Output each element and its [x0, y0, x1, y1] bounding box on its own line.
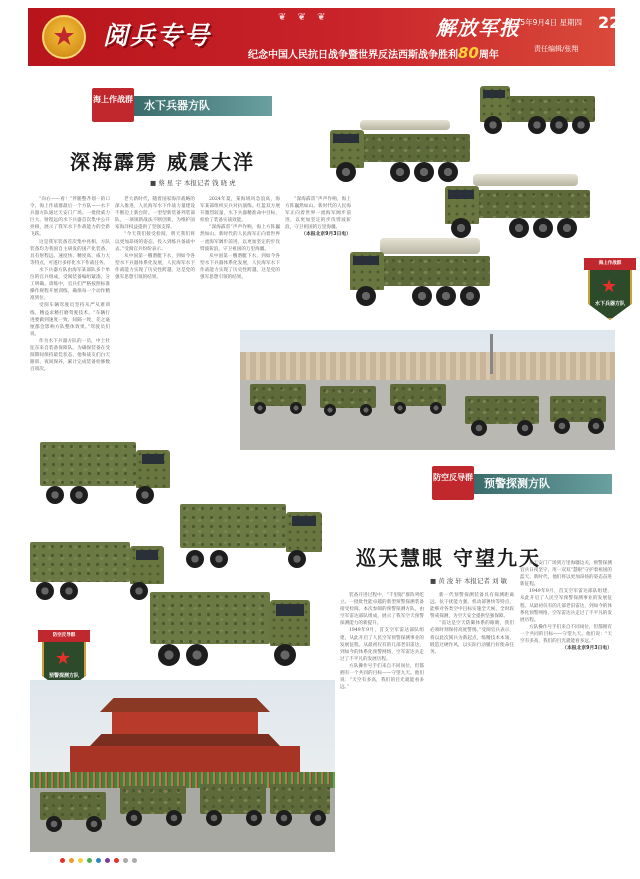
underwater-squad-emblem: 海上作战群 ★ 水下兵器方队	[588, 258, 632, 324]
article-column-5: 装备开进过程中，“千里眼”群阵列屹立。一批批性能卓越的新型预警探测装备接受检阅。本次参阅的预警探测方队，由空军雷达部队组成，展示了我军空天预警探测能力的新提升。 1949年9月，首支空军雷达部队组建，从此开启了人民空军预警探测事业的发展征程。从最初仅有的几部老旧雷达，到如今的体系化预警网络，空军雷达兵走过了不平凡的发展历程。 方队操作号手们来自不同岗位，但都拥有一个共同的目标——守望九天。他们说：“天空有多高，我们的目光就能看多远。”	[340, 593, 424, 691]
page-number: 22	[598, 13, 621, 32]
article-column-6: 新一代预警探测装备具有探测距离远、抗干扰能力强、机动部署快等特点，能够对各类空中目标实施全天候、全时段警戒探测，为空天安全提供坚强保障。 “雷达是空天防御体系的眼睛，我们必须时刻保持高度警惕。”受阅官兵表示，将以此次阅兵为新起点，练精技术本领，锻造过硬作风，以实际行动履行好使命任务。	[430, 593, 514, 655]
source-note-radar: （本报北京9月3日电）	[562, 646, 612, 652]
army-emblem-icon	[42, 15, 86, 59]
parade-square-photo	[240, 330, 615, 450]
column-title: 阅兵专号	[103, 21, 212, 50]
byline-radar: ■ 黄 浚 轩 本报记者 刘 敏	[430, 577, 508, 585]
newspaper-logo: 解放军报	[436, 16, 520, 40]
star-icon: ★	[601, 276, 618, 297]
article-column-1: “向右——看！”伴随整齐划一的口令，海上作战群最后一个方队——水下兵器方队通过天安门广场。一批批威力巨大、射程远的水下兵器首次集中公开亮相，展示了我军水下作战能力的全新飞跃。 这是我军装备首次集中亮相。方队装备均为我国自主研发的国产化装备，具有射程远、速度快、精度高、威力大等特点，可遂行多样化水下作战任务。 水下兵器方队由海军某部队多个单位的官兵组成，受阅装备编组紧凑、分工明确。训练中，官兵们严格按照标准操作规程开展训练，确保每一个动作精准到位。 受阅车辆驾驶员坚持从严从难训练，精益求精打磨驾驶技术。“车辆行进要做到速度一致、间隔一致，差之毫厘都会影响方队整体效果。”驾驶员们说。 作为水下兵器方队的一员，中士杜征东来自装备保障队。为确保装备在受阅期间保持最佳状态，他和战友们白天跟训、夜间保养，累计完成装备检修数百项次。	[30, 197, 110, 373]
vehicle-fourth	[350, 232, 510, 312]
torpedo-vehicles-photo	[330, 72, 618, 322]
section-bar-label: 预警探测方队	[472, 474, 612, 494]
anniversary-prefix: 纪念中国人民抗日战争暨世界反法西斯战争胜利	[248, 50, 458, 61]
star-icon: ★	[55, 648, 72, 669]
footer-dot	[132, 858, 137, 863]
footer-dot	[114, 858, 119, 863]
footer-dot	[123, 858, 128, 863]
section-badge: 防空反导群	[432, 466, 474, 500]
footer-dot	[96, 858, 101, 863]
masthead-banner	[28, 8, 621, 66]
footer-dot	[69, 858, 74, 863]
article-column-4: “深海霹雳”声声作响，海上方阵巍然如山。新时代的人民海军正向着世界一流海军阔步前进，以更加坚定的步伐劈波斩浪，守卫祖国的万里海疆。 （本报北京9月3日电）	[285, 197, 351, 238]
section-bar-label: 水下兵器方队	[132, 96, 272, 116]
headline-radar: 巡天慧眼 守望九天	[356, 546, 541, 570]
source-note: （本报北京9月3日电）	[301, 232, 351, 238]
footer-dot	[60, 858, 65, 863]
anniversary-number: 80	[458, 44, 479, 62]
section-badge: 海上作战群	[92, 88, 134, 122]
footer-dot	[78, 858, 83, 863]
footer-color-dots	[60, 858, 137, 863]
tiananmen-parade-photo	[30, 680, 335, 852]
article-column-3: 2024年夏，某海域风急浪高，海军某部组织实兵对抗演练。红蓝双方展开激烈较量，水下兵器精准命中目标，检验了装备实战效能。 “深海霹雳”声声作响，海上方阵巍然如山。新时代的人民海军正向着世界一流海军阔步前进，以更加坚定的步伐劈波斩浪，守卫祖国的万里海疆。 从中国第一艘潜艇下水，到如今各型水下兵器体系化发展，人民海军水下作战能力实现了历史性跨越，这是党的强军思想引领的结果。	[200, 197, 280, 281]
anniversary-suffix: 周年	[478, 50, 499, 61]
headline-underwater: 深海霹雳 威震大洋	[70, 150, 255, 174]
byline-underwater: ■ 蔡 星 宇 本报记者 钱 晓 虎	[150, 179, 236, 187]
footer-dot	[87, 858, 92, 863]
issue-date: 2025年9月4日 星期四	[506, 18, 583, 27]
radar-squad-emblem: 防空反导群 ★ 预警探测方队	[42, 630, 86, 696]
article-column-7: 从天安门广场到万里海疆边关，预警探测官兵日夜坚守，用一双双“慧眼”守护着祖国的蓝天。新时代，他们将以更加昂扬的姿态奋进新征程。 1949年9月，首支空军雷达部队组建，从此开启了人民空军预警探测事业的发展征程。从最初仅有的几部老旧雷达，到如今的体系化预警网络，空军雷达兵走过了不平凡的发展历程。 方队操作号手们来自不同岗位，但都拥有一个共同的目标——守望九天。他们说：“天空有多高，我们的目光就能看多远。” （本报北京9月3日电）	[520, 561, 612, 652]
editor-credit: 责任编辑/张翔	[534, 45, 579, 53]
dove-decoration-icon: ❦ ❦ ❦	[278, 12, 330, 23]
article-column-2: 老大新时代，随着国家海洋战略的深入推进，人民海军水下作战力量建设不断迈上新台阶。一型型新装备列装部队，一项项新战法不断创新，为维护国家海洋权益提供了坚强支撑。 “今天我们接受检阅，明天我们将以更加昂扬的姿态，投入到练兵备战中去。”受阅官兵纷纷表示。 从中国第一艘潜艇下水，到如今各型水下兵器体系化发展，人民海军水下作战能力实现了历史性跨越，这是党的强军思想引领的结果。	[115, 197, 195, 281]
anniversary-line	[248, 44, 499, 62]
footer-dot	[105, 858, 110, 863]
